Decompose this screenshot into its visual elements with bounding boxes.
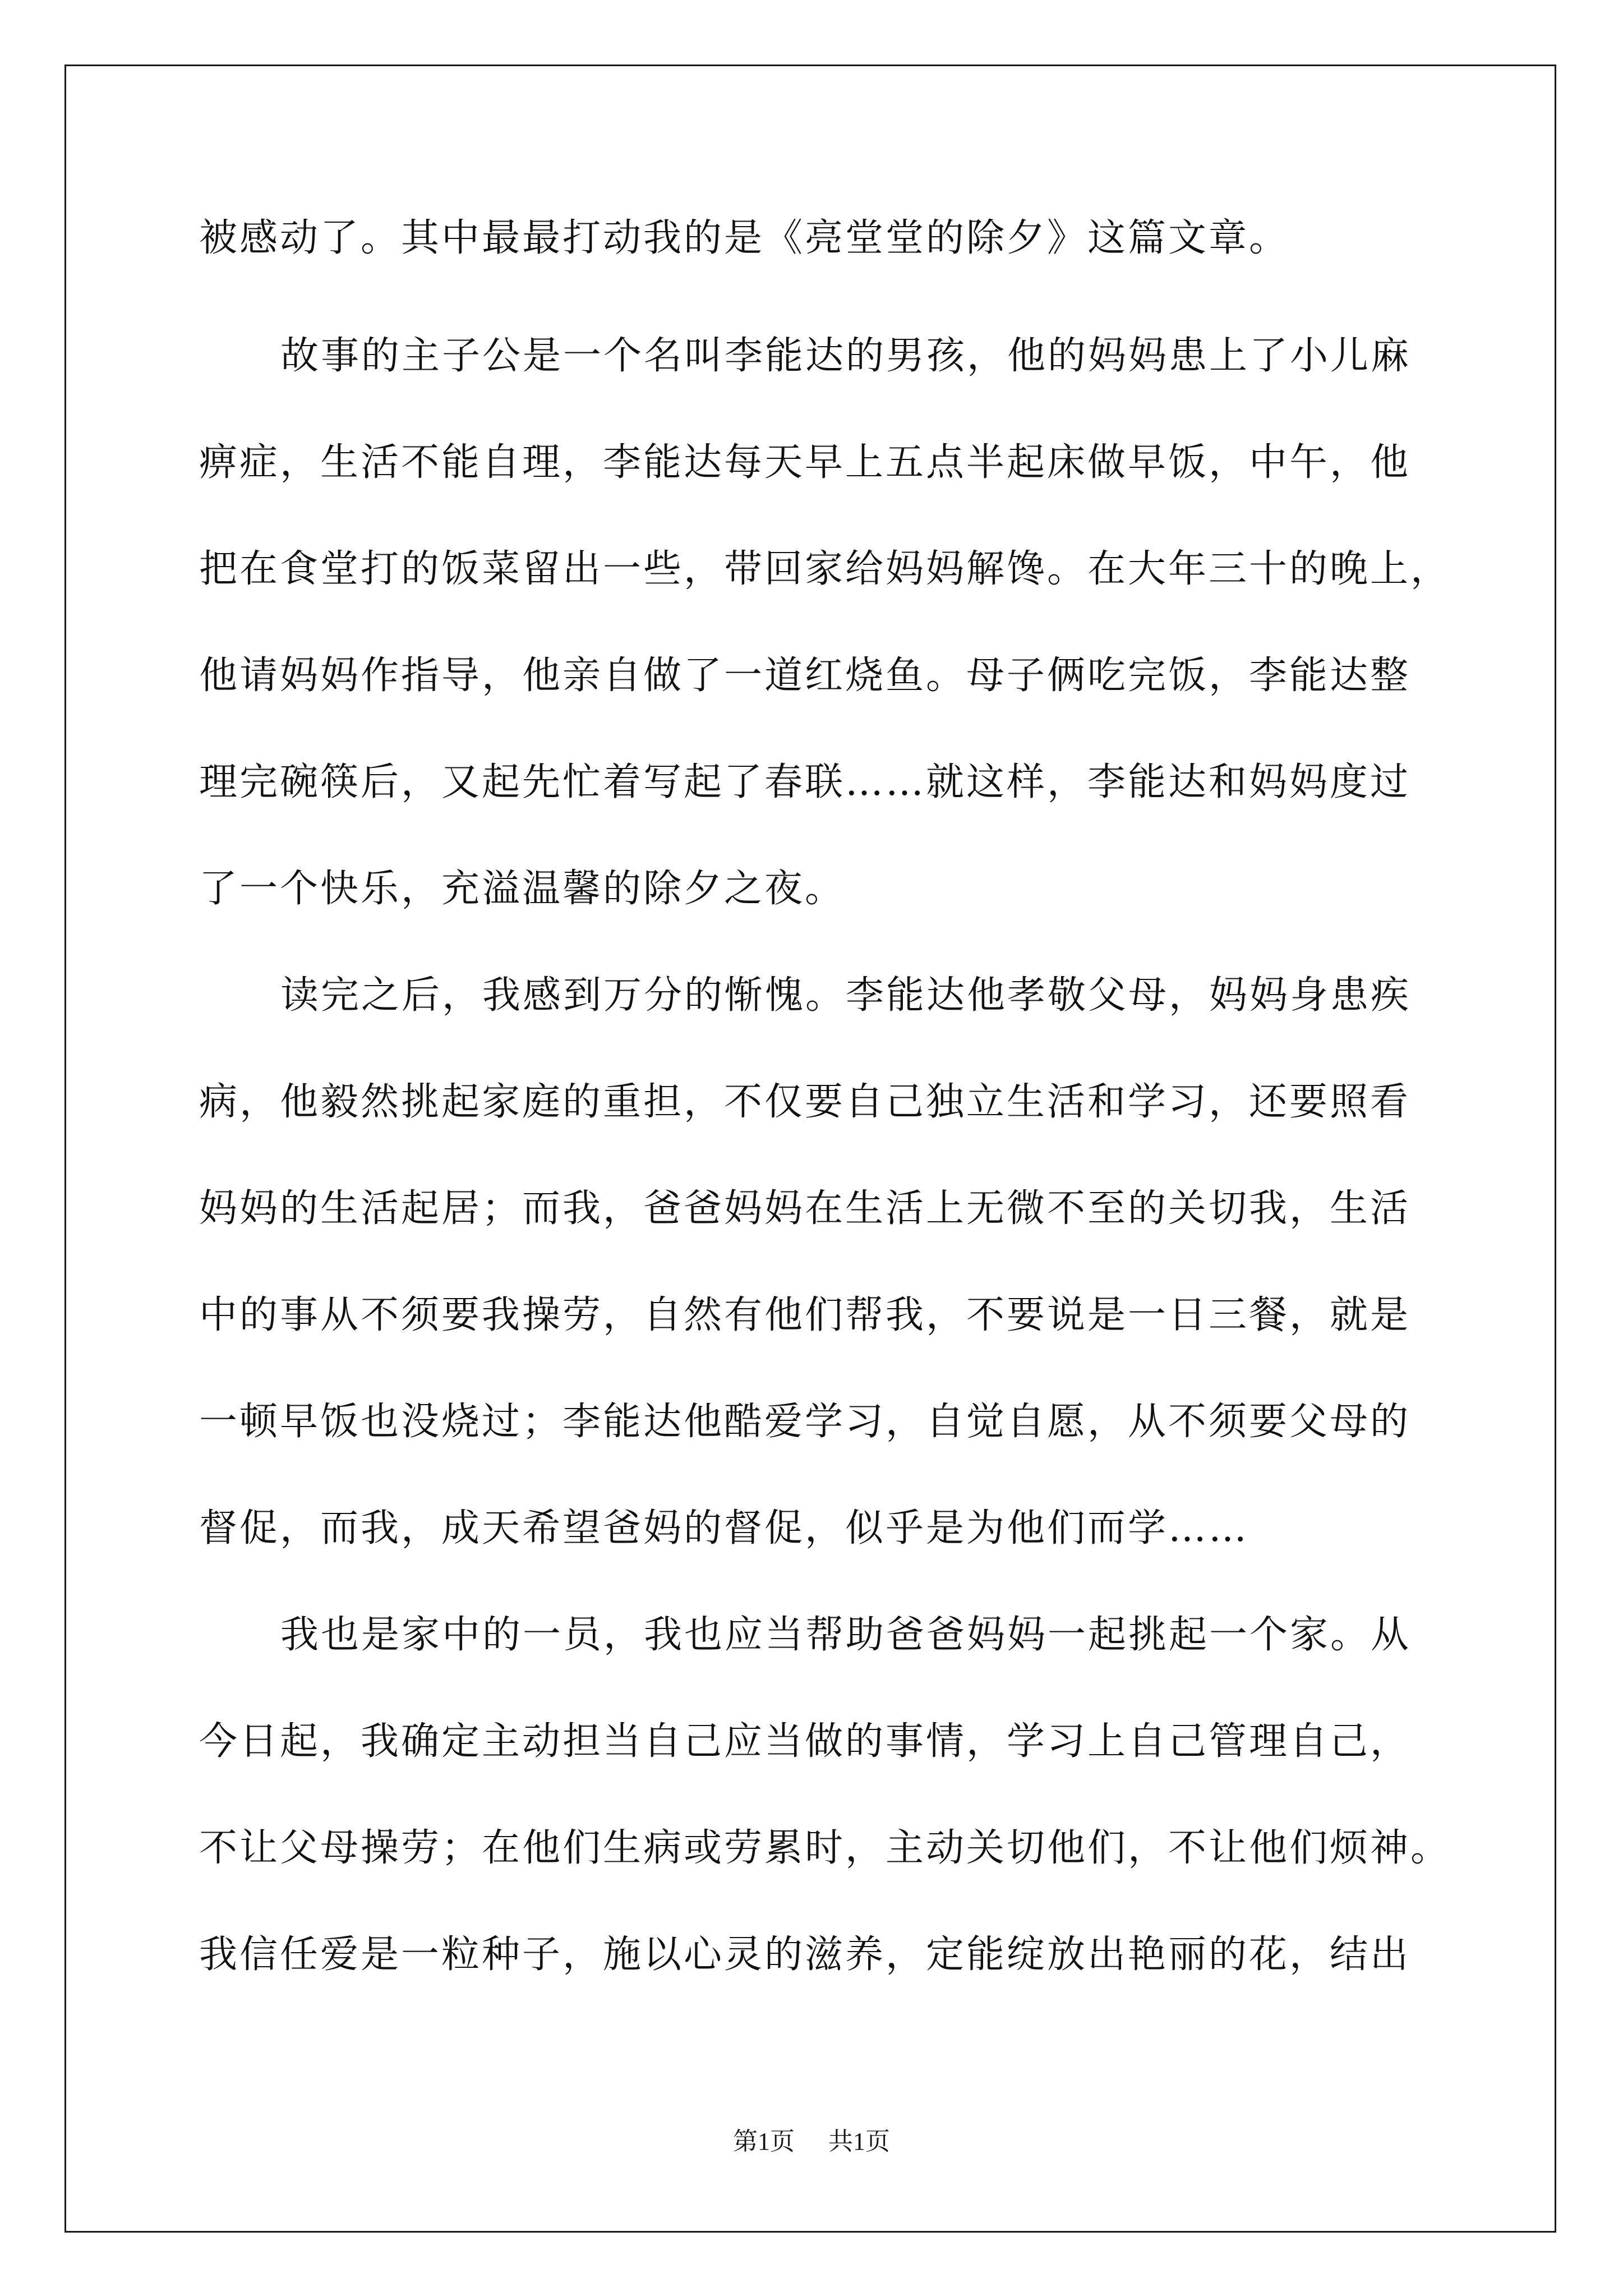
text-line: 被感动了。其中最最打动我的是《亮堂堂的除夕》这篇文章。 bbox=[199, 216, 1290, 260]
text-line: 一顿早饭也没烧过；李能达他酷爱学习，自觉自愿，从不须要父母的 bbox=[199, 1400, 1411, 1444]
text-line: 妈妈的生活起居；而我，爸爸妈妈在生活上无微不至的关切我，生活 bbox=[199, 1186, 1411, 1231]
text-line: 把在食堂打的饭菜留出一些，带回家给妈妈解馋。在大年三十的晚上， bbox=[199, 547, 1451, 591]
text-line: 理完碗筷后，又起先忙着写起了春联……就这样，李能达和妈妈度过 bbox=[199, 760, 1411, 804]
text-line: 我信任爱是一粒种子，施以心灵的滋养，定能绽放出艳丽的花，结出 bbox=[199, 1932, 1411, 1977]
paragraph-first-line: 读完之后，我感到万分的惭愧。李能达他孝敬父母，妈妈身患疾 bbox=[280, 973, 1412, 1018]
text-line: 今日起，我确定主动担当自己应当做的事情，学习上自己管理自己， bbox=[199, 1719, 1411, 1764]
text-line: 不让父母操劳；在他们生病或劳累时，主动关切他们，不让他们烦神。 bbox=[199, 1826, 1451, 1870]
page-number-total: 共1页 bbox=[828, 2128, 890, 2155]
text-line: 他请妈妈作指导，他亲自做了一道红烧鱼。母子俩吃完饭，李能达整 bbox=[199, 654, 1411, 698]
text-line: 痹症，生活不能自理，李能达每天早上五点半起床做早饭，中午，他 bbox=[199, 440, 1411, 485]
text-line: 中的事从不须要我操劳，自然有他们帮我，不要说是一日三餐，就是 bbox=[199, 1293, 1411, 1337]
text-line: 了一个快乐，充溢温馨的除夕之夜。 bbox=[199, 867, 846, 911]
text-line: 督促，而我，成天希望爸妈的督促，似乎是为他们而学…… bbox=[199, 1506, 1249, 1550]
page-footer bbox=[0, 2126, 1623, 2157]
text-line: 病，他毅然挑起家庭的重担，不仅要自己独立生活和学习，还要照看 bbox=[199, 1080, 1411, 1124]
paragraph-first-line: 故事的主子公是一个名叫李能达的男孩，他的妈妈患上了小儿麻 bbox=[280, 334, 1412, 378]
page-number-current: 第1页 bbox=[733, 2128, 795, 2155]
page-border bbox=[64, 65, 1556, 2233]
paragraph-first-line: 我也是家中的一员，我也应当帮助爸爸妈妈一起挑起一个家。从 bbox=[280, 1613, 1412, 1657]
